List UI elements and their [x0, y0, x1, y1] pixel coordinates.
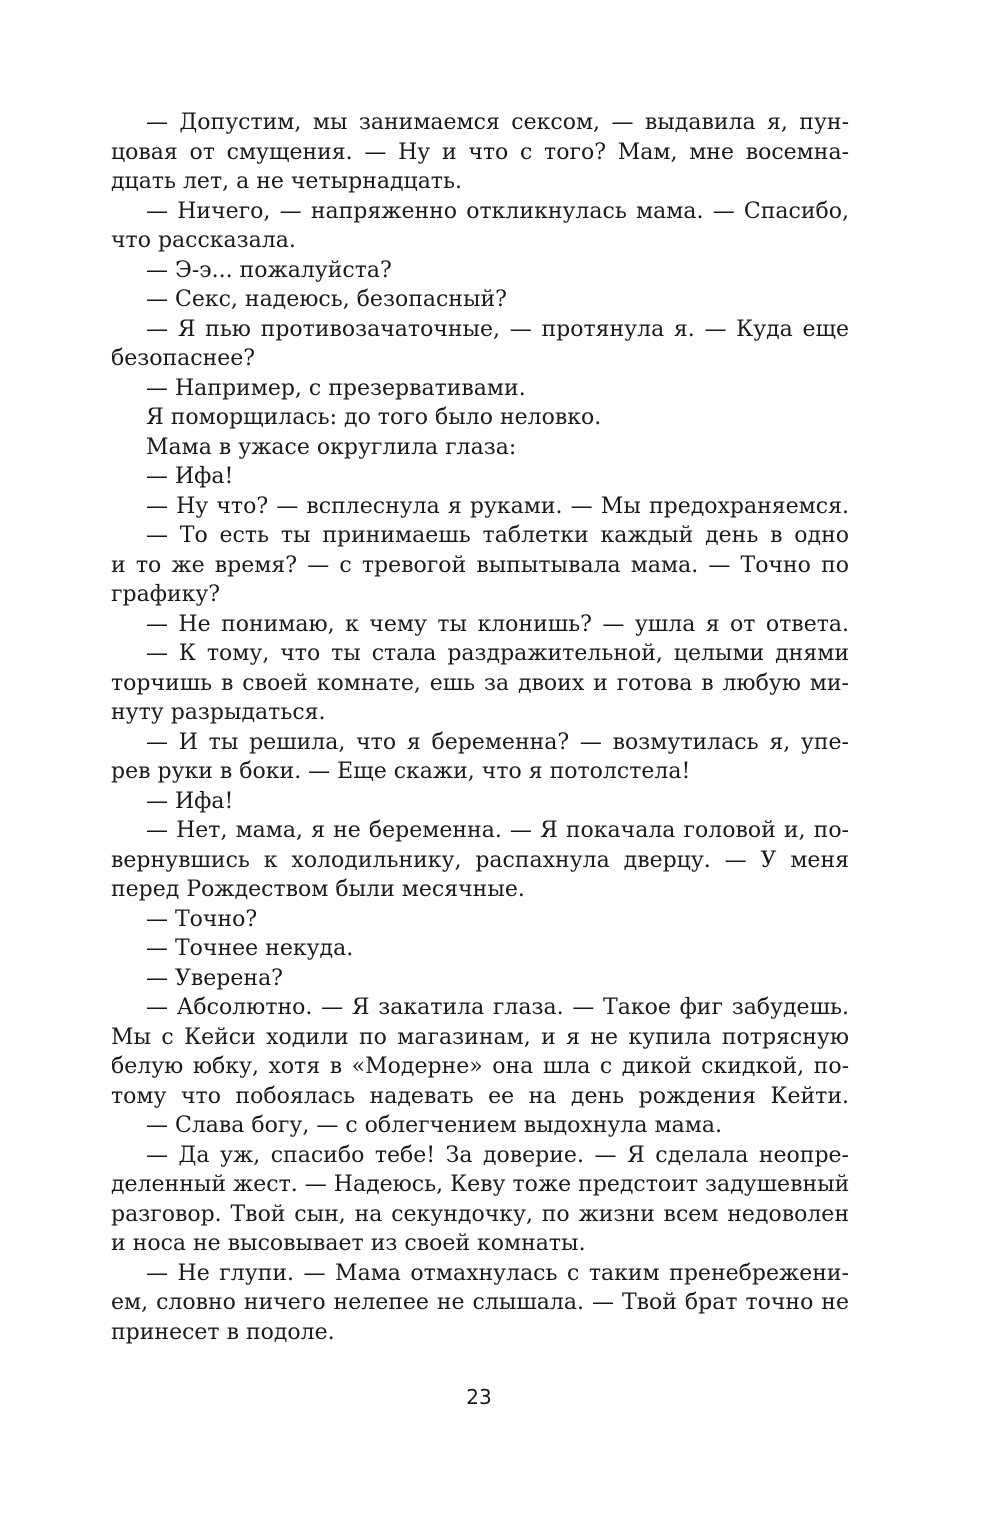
- text-line: — Уверена?: [146, 965, 283, 991]
- text-line: Мы с Кейси ходили по магазинам, и я не купила потрясную: [111, 1024, 849, 1050]
- text-line: графику?: [111, 582, 221, 607]
- text-line: — Я пью противозачаточные, — протянула я. — Куда еще: [146, 316, 849, 342]
- text-line: — Допустим, мы занимаемся сексом, — выдавила я, пун-: [146, 110, 849, 135]
- text-line: — Не понимаю, к чему ты клонишь? — ушла я от ответа.: [146, 611, 849, 637]
- text-line: тому что побоялась надевать ее на день рождения Кейти.: [111, 1083, 849, 1109]
- text-line: безопаснее?: [111, 346, 256, 371]
- text-line: что рассказала.: [111, 228, 296, 253]
- text-line: — Ифа!: [146, 788, 234, 814]
- text-line: принесет в подоле.: [111, 1319, 335, 1345]
- text-line: цовая от смущения. — Ну и что с того? Мам, мне восемна-: [111, 139, 849, 165]
- text-line: рев руки в боки. — Еще скажи, что я потолстела!: [111, 759, 691, 784]
- text-line: — Нет, мама, я не беременна. — Я покачала головой и, по-: [146, 818, 849, 843]
- text-line: — И ты решила, что я беременна? — возмутилась я, упе-: [146, 729, 849, 755]
- page-number: 23: [466, 1385, 492, 1409]
- text-line: белую юбку, хотя в «Модерне» она шла с дикой скидкой, по-: [111, 1054, 849, 1079]
- text-line: — К тому, что ты стала раздражительной, целыми днями: [146, 641, 849, 666]
- text-line: разговор. Твой сын, на секундочку, по жизни всем недоволен: [111, 1201, 849, 1227]
- text-line: — Э-э... пожалуйста?: [146, 257, 392, 283]
- text-line: — Да уж, спасибо тебе! За доверие. — Я сделала неопре-: [146, 1142, 849, 1168]
- body-text: [111, 108, 849, 1347]
- text-line: дцать лет, а не четырнадцать.: [111, 169, 462, 194]
- text-line: и носа не высовывает из своей комнаты.: [111, 1231, 586, 1256]
- text-line: и то же время? — с тревогой выпытывала мама. — Точно по: [111, 552, 849, 578]
- text-line: — Точнее некуда.: [146, 936, 354, 961]
- text-line: — Секс, надеюсь, безопасный?: [146, 287, 507, 312]
- text-line: — Не глупи. — Мама отмахнулась с таким пренебрежени-: [146, 1260, 849, 1286]
- text-line: деленный жест. — Надеюсь, Кеву тоже предстоит задушевный: [111, 1172, 850, 1197]
- text-line: — Ифа!: [146, 464, 234, 489]
- text-line: — Точно?: [146, 906, 258, 932]
- text-line: ем, словно ничего нелепее не слышала. — Твой брат точно не: [111, 1290, 849, 1315]
- text-line: торчишь в своей комнате, ешь за двоих и готова в любую ми-: [111, 670, 849, 696]
- text-line: — Ничего, — напряженно откликнулась мама. — Спасибо,: [146, 198, 849, 224]
- text-line: — Ну что? — всплеснула я руками. — Мы предохраняемся.: [146, 493, 849, 519]
- text-line: — Например, с презервативами.: [146, 375, 526, 401]
- text-line: нуту разрыдаться.: [111, 700, 326, 725]
- text-line: перед Рождеством были месячные.: [111, 877, 525, 902]
- text-line: Мама в ужасе округлила глаза:: [146, 434, 517, 460]
- text-line: Я поморщилась: до того было неловко.: [146, 405, 602, 430]
- text-line: — То есть ты принимаешь таблетки каждый день в одно: [146, 523, 849, 548]
- text-line: вернувшись к холодильнику, распахнула дверцу. — У меня: [111, 847, 849, 873]
- text-line: — Абсолютно. — Я закатила глаза. — Такое фиг забудешь.: [146, 995, 849, 1020]
- text-line: — Слава богу, — с облегчением выдохнула мама.: [146, 1113, 722, 1138]
